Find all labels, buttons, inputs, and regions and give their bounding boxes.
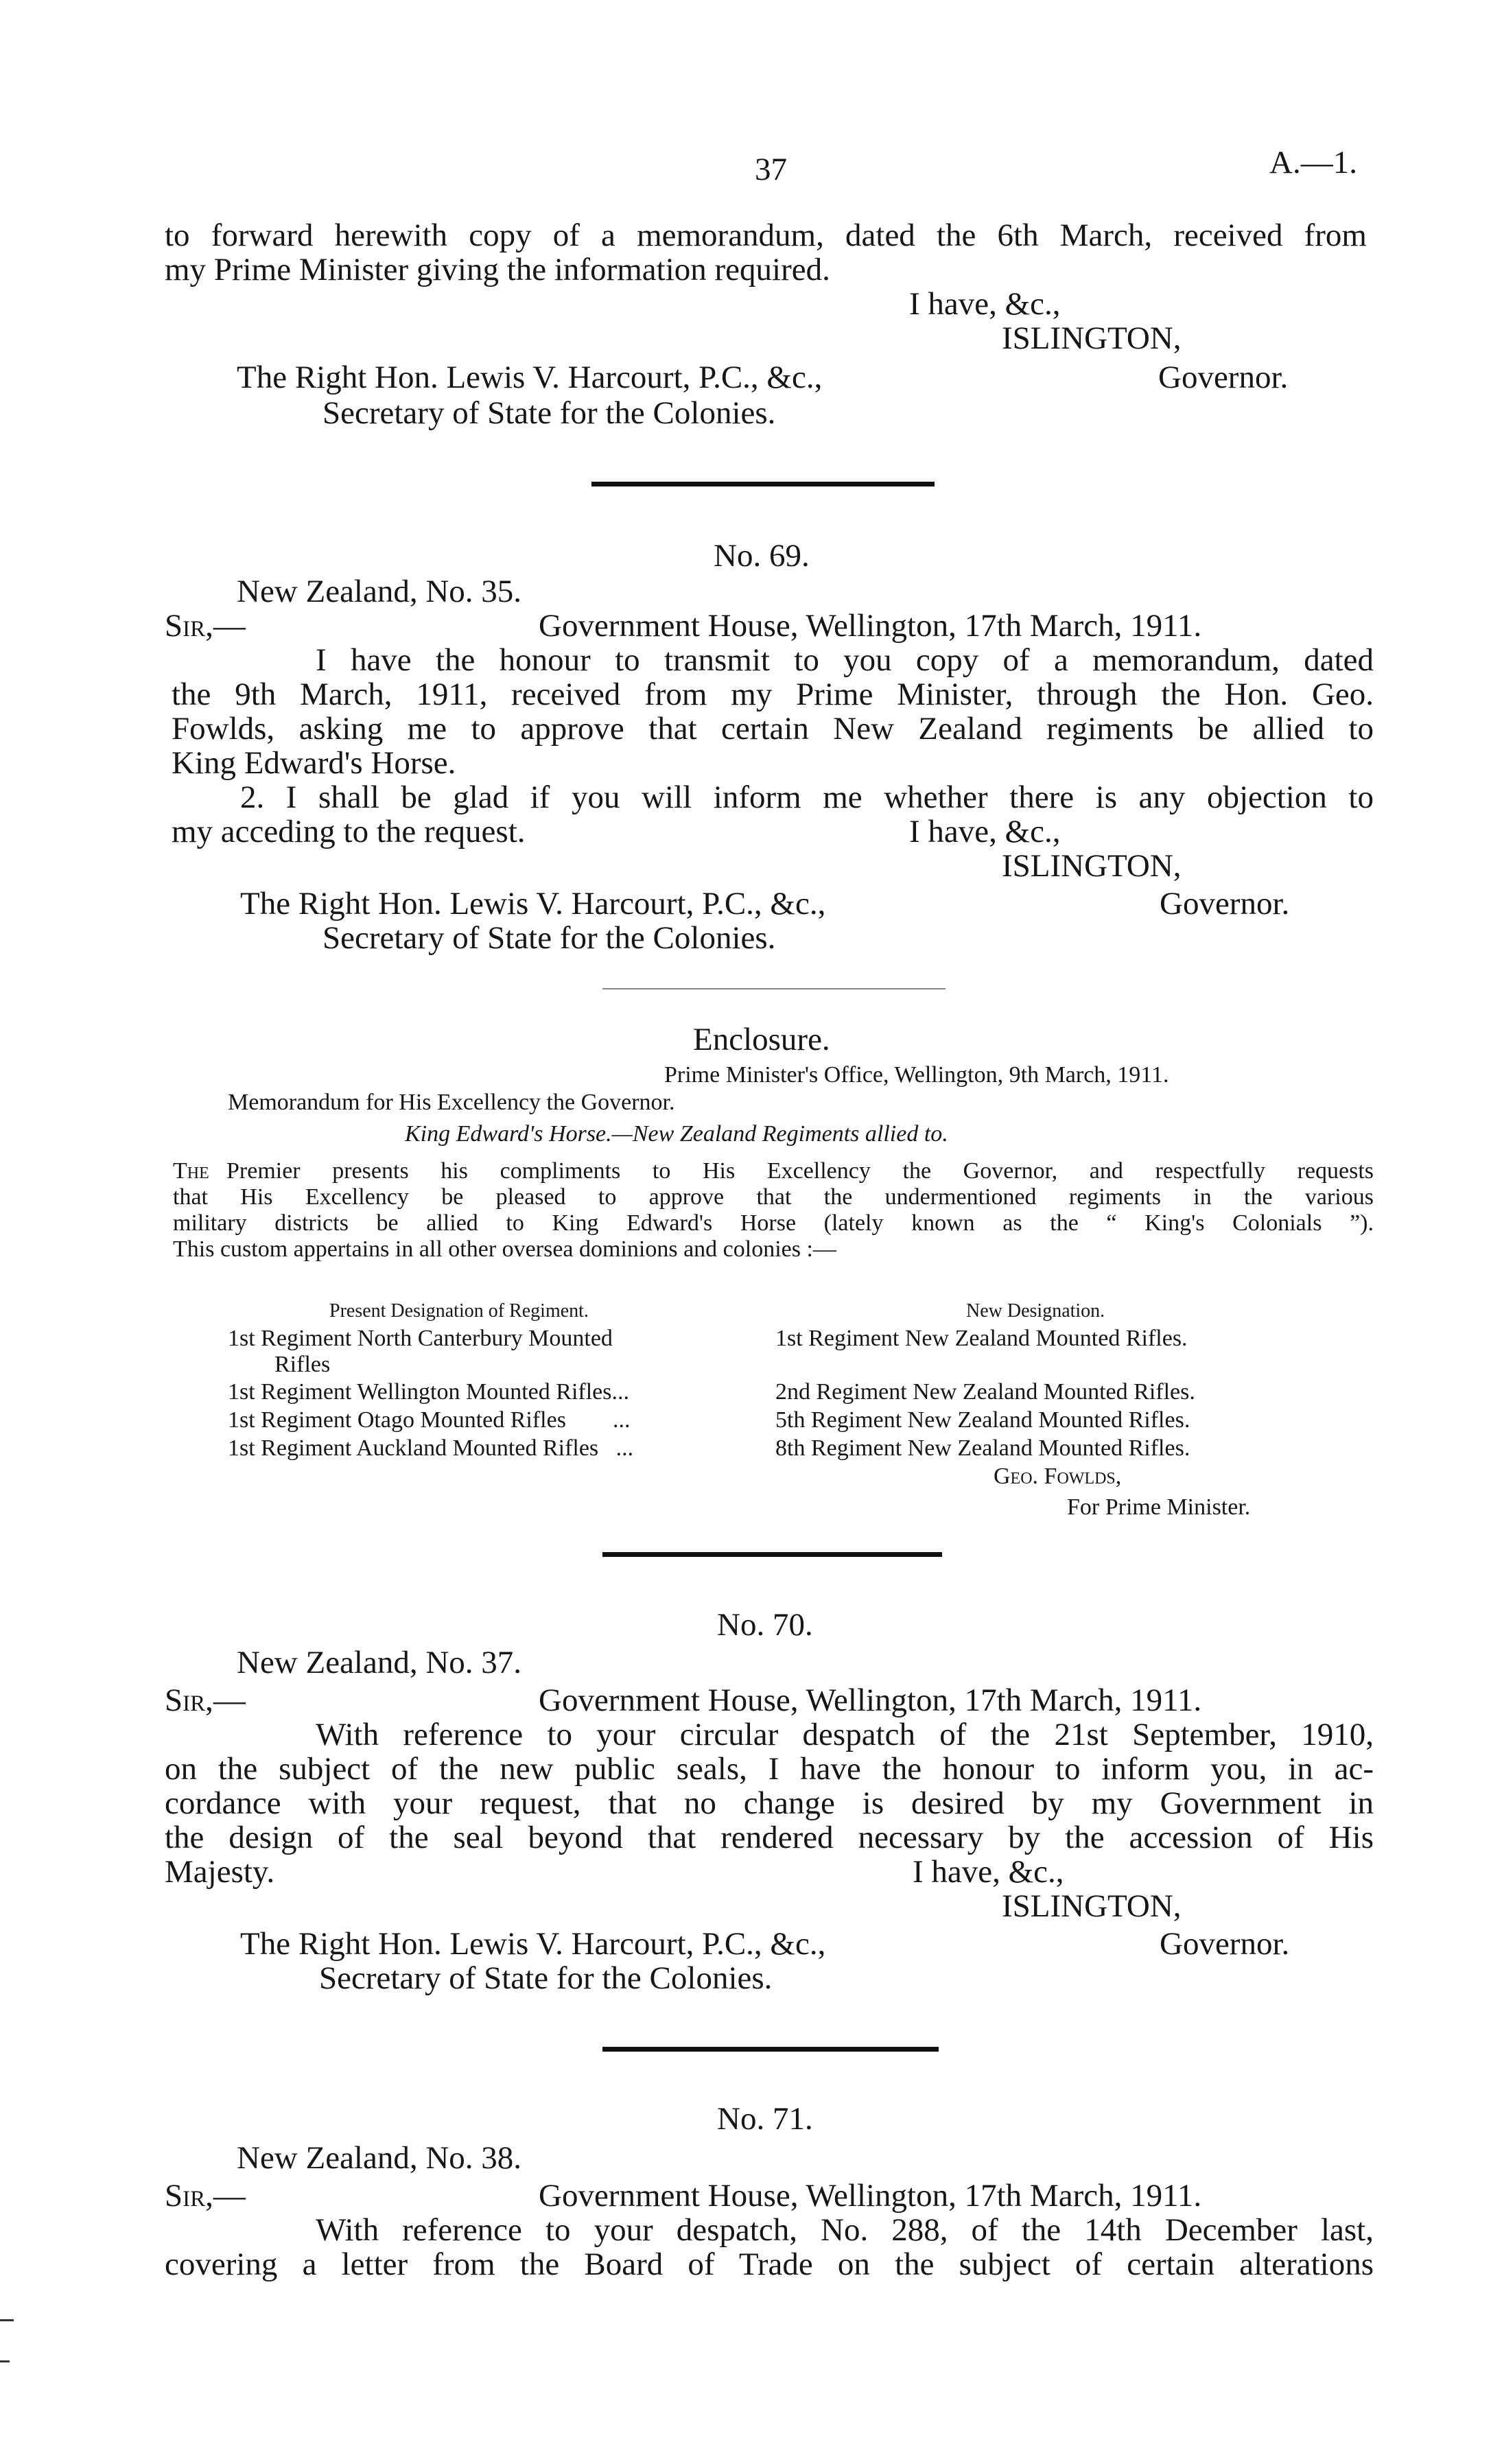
despatch-71-salutation: Sir,— (165, 2178, 246, 2214)
table-row-3-new: 5th Regiment New Zealand Mounted Rifles. (775, 1407, 1190, 1433)
despatch-70-signature: ISLINGTON, (1002, 1888, 1182, 1924)
table-row-2-new: 2nd Regiment New Zealand Mounted Rifles. (775, 1379, 1195, 1405)
despatch-70-reference: New Zealand, No. 37. (237, 1645, 522, 1680)
despatch-number-70: No. 70. (717, 1607, 813, 1643)
table-row-1-present-cont: Rifles (274, 1352, 331, 1377)
despatch-70-para-line-3: cordance with your request, that no change is desired by my Government in (165, 1785, 1374, 1821)
despatch-69-para2-line-1: 2. I shall be glad if you will inform me whether there is any objection to (240, 779, 1374, 815)
page-number: 37 (755, 152, 787, 187)
enclosure-signatory-title: For Prime Minister. (1067, 1494, 1251, 1520)
table-row-4-present: 1st Regiment Auckland Mounted Rifles ... (228, 1435, 634, 1461)
despatch-69-addressee-office: Secretary of State for the Colonies. (322, 920, 776, 956)
top-letter-closing: I have, &c., (909, 286, 1061, 322)
despatch-number-69: No. 69. (714, 538, 810, 574)
despatch-70-para-line-1: With reference to your circular despatch of the 21st September, 1910, (316, 1717, 1374, 1752)
section-divider (602, 1552, 942, 1557)
top-letter-line-2: my Prime Minister giving the information required. (165, 252, 830, 288)
despatch-69-dateline: Government House, Wellington, 17th March, 1911. (539, 608, 1202, 644)
despatch-70-signature-title: Governor. (1160, 1926, 1290, 1962)
enclosure-body-line-2: that His Excellency be pleased to approve that the undermentioned regiments in the various (173, 1184, 1374, 1210)
enclosure-memo-to: Memorandum for His Excellency the Governor. (228, 1090, 675, 1115)
top-letter-addressee-office: Secretary of State for the Colonies. (322, 395, 776, 431)
despatch-69-para1-line-1: I have the honour to transmit to you copy of a memorandum, dated (316, 642, 1374, 678)
despatch-69-addressee: The Right Hon. Lewis V. Harcourt, P.C., &c., (240, 886, 826, 922)
despatch-69-signature: ISLINGTON, (1002, 848, 1182, 884)
top-letter-line-1: to forward herewith copy of a memorandum, dated the 6th March, received from (165, 218, 1367, 253)
top-letter-signature-title: Governor. (1158, 360, 1289, 395)
enclosure-body-line-4: This custom appertains in all other oversea dominions and colonies :— (173, 1236, 836, 1262)
table-header-present: Present Designation of Regiment. (329, 1300, 589, 1322)
enclosure-body-line-1: Premier presents his compliments to His Excellency the Governor, and respectfully requests (226, 1158, 1374, 1184)
top-letter-signature: ISLINGTON, (1002, 320, 1182, 356)
section-divider (602, 2047, 939, 2052)
section-divider (591, 482, 935, 486)
enclosure-divider (602, 988, 946, 989)
despatch-70-para-line-4: the design of the seal beyond that rendered necessary by the accession of His (165, 1820, 1374, 1855)
top-letter-addressee: The Right Hon. Lewis V. Harcourt, P.C., &c., (237, 360, 823, 395)
despatch-70-addressee: The Right Hon. Lewis V. Harcourt, P.C., &c., (240, 1926, 826, 1962)
despatch-70-para-line-5: Majesty. (165, 1854, 275, 1890)
despatch-71-dateline: Government House, Wellington, 17th March, 1911. (539, 2178, 1202, 2214)
despatch-69-para1-line-2: the 9th March, 1911, received from my Prime Minister, through the Hon. Geo. (172, 677, 1374, 712)
despatch-70-para-line-2: on the subject of the new public seals, I have the honour to inform you, in ac- (165, 1751, 1374, 1787)
scan-edge-mark (0, 2319, 14, 2321)
table-row-3-present: 1st Regiment Otago Mounted Rifles ... (228, 1407, 631, 1433)
scan-edge-mark (0, 2360, 10, 2362)
despatch-69-para1-line-3: Fowlds, asking me to approve that certain New Zealand regiments be allied to (172, 711, 1374, 747)
enclosure-subject: King Edward's Horse.—New Zealand Regiments allied to. (405, 1121, 948, 1147)
despatch-71-reference: New Zealand, No. 38. (237, 2140, 522, 2176)
despatch-71-para-line-2: covering a letter from the Board of Trade on the subject of certain alterations (165, 2246, 1374, 2282)
despatch-69-closing: I have, &c., (909, 814, 1061, 849)
table-row-2-present: 1st Regiment Wellington Mounted Rifles... (228, 1379, 629, 1405)
enclosure-dateline: Prime Minister's Office, Wellington, 9th March, 1911. (664, 1062, 1169, 1088)
table-row-1-present: 1st Regiment North Canterbury Mounted (228, 1326, 613, 1351)
table-row-4-new: 8th Regiment New Zealand Mounted Rifles. (775, 1435, 1190, 1461)
despatch-69-para1-line-4: King Edward's Horse. (172, 745, 456, 781)
despatch-70-closing: I have, &c., (913, 1854, 1064, 1890)
enclosure-heading: Enclosure. (693, 1022, 830, 1057)
table-header-new: New Designation. (966, 1300, 1105, 1322)
despatch-70-dateline: Government House, Wellington, 17th March, 1911. (539, 1682, 1202, 1718)
table-row-1-new: 1st Regiment New Zealand Mounted Rifles. (775, 1326, 1188, 1351)
despatch-69-salutation: Sir,— (165, 608, 246, 644)
enclosure-signatory: Geo. Fowlds, (994, 1464, 1122, 1489)
despatch-69-reference: New Zealand, No. 35. (237, 574, 522, 609)
despatch-71-para-line-1: With reference to your despatch, No. 288, of the 14th December last, (316, 2212, 1374, 2248)
enclosure-body-line-3: military districts be allied to King Edward's Horse (lately known as the “ King's Colonials ”). (173, 1210, 1374, 1236)
document-reference: A.—1. (1269, 145, 1357, 180)
despatch-70-salutation: Sir,— (165, 1682, 246, 1718)
despatch-69-signature-title: Governor. (1160, 886, 1290, 922)
enclosure-body-lead: The (173, 1158, 209, 1184)
despatch-70-addressee-office: Secretary of State for the Colonies. (319, 1960, 773, 1996)
despatch-number-71: No. 71. (717, 2101, 813, 2137)
despatch-69-para2-line-2: my acceding to the request. (172, 814, 526, 849)
